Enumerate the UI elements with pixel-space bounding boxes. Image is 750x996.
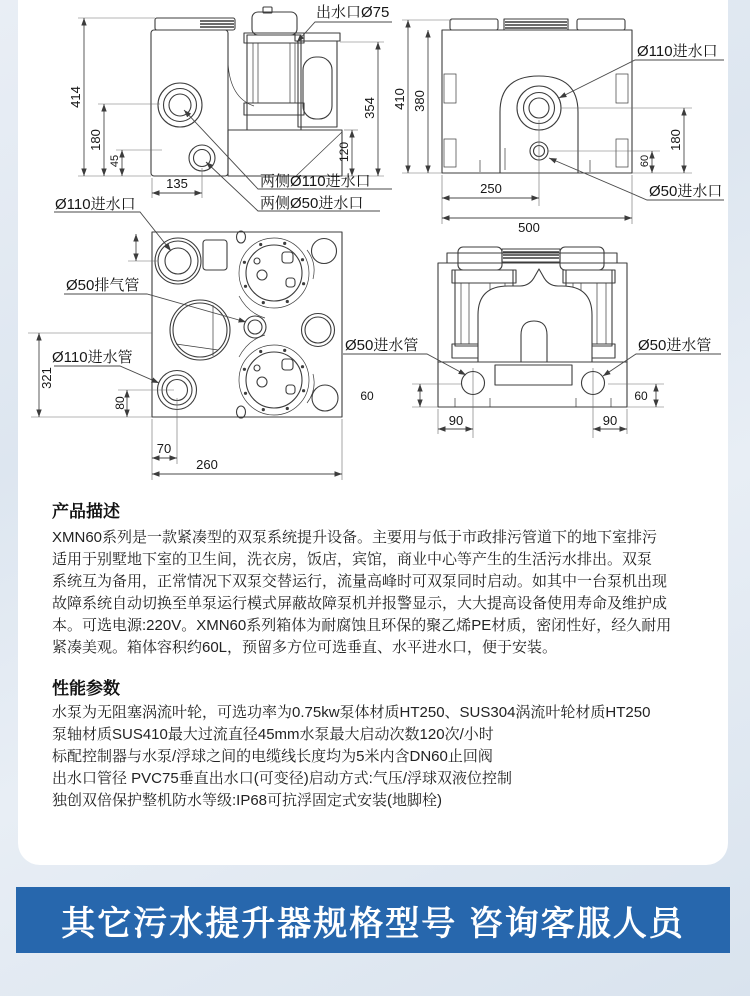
pump-view-label-inlet-pipe-50-left: Ø50进水管 bbox=[345, 337, 419, 354]
description-line: 系统互为备用，正常情况下双泵交替运行，流量高峰时可双泵同时启动。如其中一台泵机出现 bbox=[52, 573, 668, 590]
pump-view-dim-90-left: 90 bbox=[448, 413, 464, 428]
parameters-paragraph bbox=[52, 702, 650, 812]
top-view-dim-260: 260 bbox=[196, 457, 218, 472]
description-line: 故障系统自动切换至单泵运行模式屏蔽故障泵机并报警显示，大大提高设备使用寿命及维护成 bbox=[52, 595, 668, 612]
parameters-section-title: 性能参数 bbox=[52, 679, 120, 698]
parameter-line: 泵轴材质SUS410最大过流直径45mm水泵最大启动次数120次/小时 bbox=[52, 726, 494, 743]
parameter-line: 标配控制器与水泵/浮球之间的电缆线长度均为5米内含DN60止回阀 bbox=[52, 748, 493, 765]
side-view-dim-60: 60 bbox=[639, 154, 651, 168]
front-view-label-inlet-110: Ø110进水口 bbox=[55, 196, 136, 213]
contact-banner[interactable] bbox=[16, 887, 730, 953]
side-view-label-inlet-110: Ø110进水口 bbox=[637, 43, 718, 60]
front-view-dim-120: 120 bbox=[337, 141, 351, 163]
side-view-dim-380: 380 bbox=[412, 90, 427, 112]
front-view-label-both-50: 两侧Ø50进水口 bbox=[260, 195, 364, 212]
top-view-dim-321: 321 bbox=[39, 367, 54, 389]
description-line: 紧凑美观。箱体容积约60L，预留多方位可选垂直、水平进水口，便于安装。 bbox=[52, 639, 558, 656]
top-view-label-vent-50: Ø50排气管 bbox=[66, 277, 140, 294]
top-view-dim-70: 70 bbox=[156, 441, 172, 456]
top-view-dim-80: 80 bbox=[113, 396, 127, 410]
side-view-dim-250: 250 bbox=[480, 181, 502, 196]
front-view-dim-135: 135 bbox=[166, 176, 188, 191]
parameter-line: 独创双倍保护整机防水等级:IP68可抗浮固定式安装(地脚栓) bbox=[52, 792, 443, 809]
front-view-label-outlet: 出水口Ø75 bbox=[316, 4, 390, 21]
front-view-dim-414: 414 bbox=[68, 86, 83, 108]
side-view-label-inlet-50: Ø50进水口 bbox=[649, 183, 723, 200]
description-line: 适用于别墅地下室的卫生间，洗衣房，饭店，宾馆，商业中心等产生的生活污水排出。双泵 bbox=[52, 551, 653, 568]
pump-view-label-inlet-pipe-50-right: Ø50进水管 bbox=[638, 337, 712, 354]
parameter-line: 水泵为无阻塞涡流叶轮，可选功率为0.75kw泵体材质HT250、SUS304涡流叶轮材质HT250 bbox=[52, 704, 651, 721]
contact-banner-text: 其它污水提升器规格型号 咨询客服人员 bbox=[61, 904, 685, 943]
top-view-label-inlet-pipe-110: Ø110进水管 bbox=[52, 349, 133, 366]
side-view-dim-180: 180 bbox=[668, 129, 683, 151]
parameter-line: 出水口管径 PVC75垂直出水口(可变径)启动方式:气压/浮球双液位控制 bbox=[52, 770, 513, 787]
description-line: XMN60系列是一款紧凑型的双泵系统提升设备。主要用与低于市政排污管道下的地下室排污 bbox=[52, 529, 658, 546]
front-view-dim-354: 354 bbox=[362, 97, 377, 119]
front-view-dim-45: 45 bbox=[109, 154, 121, 168]
front-view-dim-180: 180 bbox=[88, 129, 103, 151]
description-paragraph bbox=[52, 527, 671, 659]
front-view-label-both-110: 两侧Ø110进水口 bbox=[260, 173, 371, 190]
side-view-dim-500: 500 bbox=[518, 220, 540, 235]
side-view-dim-410: 410 bbox=[392, 88, 407, 110]
pump-view-dim-60-right: 60 bbox=[634, 389, 648, 403]
pump-view-dim-90-right: 90 bbox=[602, 413, 618, 428]
description-line: 本。可选电源:220V。XMN60系列箱体为耐腐蚀且环保的聚乙烯PE材质，密闭性好，经久耐用 bbox=[52, 617, 672, 634]
description-section-title: 产品描述 bbox=[52, 502, 120, 521]
pump-view-dim-60-left: 60 bbox=[360, 389, 374, 403]
